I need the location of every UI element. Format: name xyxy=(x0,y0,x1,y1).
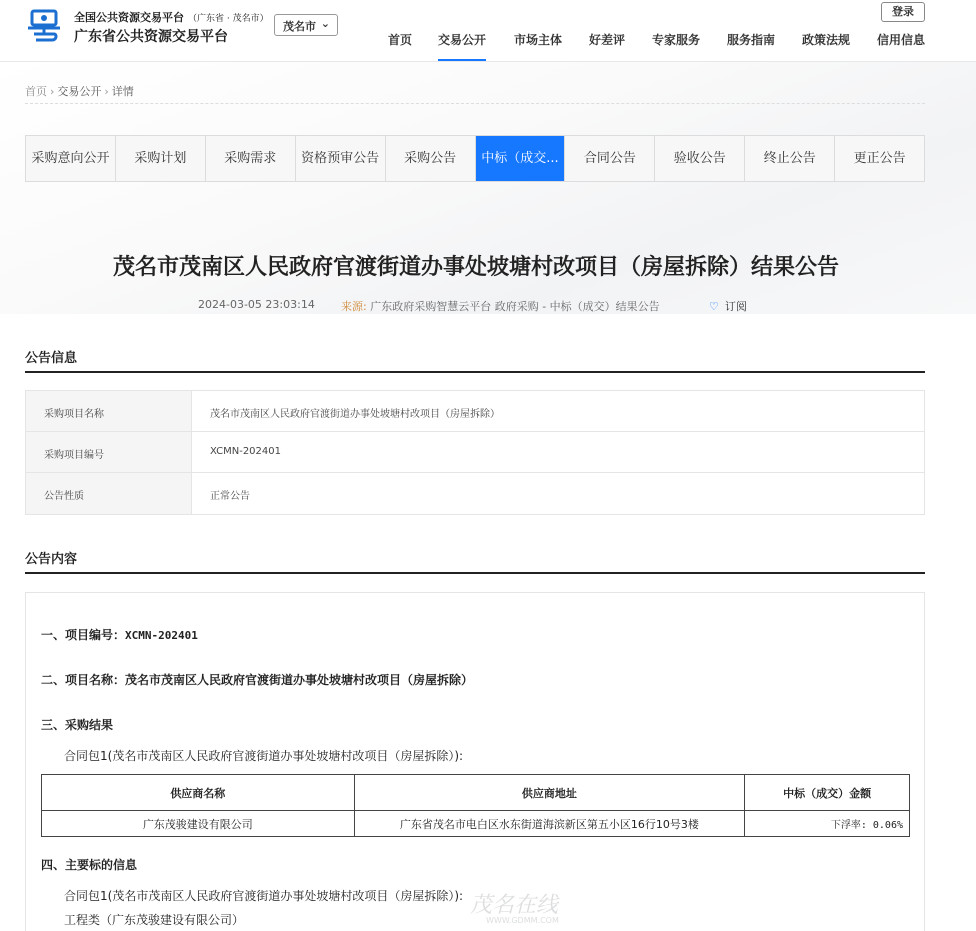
breadcrumb-separator: › xyxy=(104,85,109,98)
announcement-type-tabs xyxy=(25,135,925,182)
project-number-value: XCMN-202401 xyxy=(125,629,198,642)
procurement-result-heading: 三、采购结果 xyxy=(41,718,114,732)
table-row xyxy=(26,473,924,514)
article-source xyxy=(341,298,660,314)
table-header-row xyxy=(42,775,910,811)
tab-termination-notice[interactable]: 终止公告 xyxy=(745,136,835,181)
project-name-line: 二、项目名称：茂名市茂南区人民政府官渡街道办事处坡塘村改项目（房屋拆除） xyxy=(41,673,474,687)
supplier-name: 广东茂骏建设有限公司 xyxy=(42,811,355,837)
site-header xyxy=(0,0,976,62)
tab-procurement-demand[interactable]: 采购需求 xyxy=(206,136,296,181)
chevron-down-icon: ⌄ xyxy=(320,17,330,30)
contract-package-line-2: 合同包1(茂名市茂南区人民政府官渡街道办事处坡塘村改项目（房屋拆除）): xyxy=(64,889,464,903)
announcement-content xyxy=(25,592,925,931)
column-header: 供应商名称 xyxy=(42,775,355,811)
contract-package-line: 合同包1(茂名市茂南区人民政府官渡街道办事处坡塘村改项目（房屋拆除）): xyxy=(64,749,464,763)
logo-title-provincial: 广东省公共资源交易平台 xyxy=(74,29,228,45)
nav-credit-info[interactable]: 信用信息 xyxy=(877,33,926,47)
breadcrumb-trading[interactable]: 交易公开 xyxy=(57,85,102,98)
nav-market-entities[interactable]: 市场主体 xyxy=(514,33,563,47)
page-title: 茂名市茂南区人民政府官渡街道办事处坡塘村改项目（房屋拆除）结果公告 xyxy=(112,255,839,280)
nav-home[interactable]: 首页 xyxy=(388,33,413,47)
info-value: XCMN-202401 xyxy=(210,446,281,457)
info-label: 采购项目编号 xyxy=(26,432,192,472)
breadcrumb-divider xyxy=(25,103,925,104)
breadcrumb-current: 详情 xyxy=(111,85,134,98)
info-label: 采购项目名称 xyxy=(26,391,192,431)
nav-reviews[interactable]: 好差评 xyxy=(589,33,626,47)
source-value: 广东政府采购智慧云平台 政府采购 - 中标（成交）结果公告 xyxy=(370,300,660,313)
result-table xyxy=(41,774,910,837)
breadcrumb-home[interactable]: 首页 xyxy=(25,85,47,98)
project-number-label: 一、项目编号： xyxy=(41,628,126,642)
login-button[interactable]: 登录 xyxy=(881,2,925,22)
main-nav xyxy=(0,31,976,61)
award-amount: 下浮率: 0.06% xyxy=(745,811,910,837)
info-value: 正常公告 xyxy=(210,491,250,502)
publish-date: 2024-03-05 23:03:14 xyxy=(198,298,315,311)
breadcrumb xyxy=(25,83,134,99)
city-select-value: 茂名市 xyxy=(283,20,316,33)
supplier-address: 广东省茂名市电白区水东街道海滨新区第五小区16行10号3楼 xyxy=(354,811,745,837)
nav-trading[interactable]: 交易公开 xyxy=(438,31,486,61)
logo-title-national: 全国公共资源交易平台 （广东省 · 茂名市） xyxy=(74,11,269,24)
info-table xyxy=(25,390,925,515)
column-header: 中标（成交）金额 xyxy=(745,775,910,811)
watermark-text: 茂名在线 xyxy=(470,893,559,918)
tab-correction-notice[interactable]: 更正公告 xyxy=(853,151,906,166)
hero-area xyxy=(0,62,976,314)
table-row xyxy=(26,391,924,432)
watermark-url: WWW.GDMM.COM xyxy=(486,916,559,925)
tab-award-result[interactable]: 中标（成交... xyxy=(476,136,566,181)
site-watermark xyxy=(470,888,600,928)
column-header: 供应商地址 xyxy=(354,775,745,811)
table-row xyxy=(26,432,924,473)
project-number-line xyxy=(41,626,198,643)
category-line: 工程类（广东茂骏建设有限公司） xyxy=(64,913,245,927)
nav-expert-services[interactable]: 专家服务 xyxy=(652,33,701,47)
tab-contract-notice[interactable]: 合同公告 xyxy=(565,136,655,181)
tab-procurement-notice[interactable]: 采购公告 xyxy=(386,136,476,181)
heart-icon: ♡ xyxy=(709,300,719,313)
subscribe-label: 订阅 xyxy=(724,300,747,313)
nav-policies[interactable]: 政策法规 xyxy=(802,33,851,47)
source-label: 来源: xyxy=(341,300,367,313)
subscribe-button[interactable] xyxy=(709,298,747,314)
info-label: 公告性质 xyxy=(26,473,192,514)
info-value: 茂名市茂南区人民政府官渡街道办事处坡塘村改项目（房屋拆除） xyxy=(210,409,500,420)
section-heading-info: 公告信息 xyxy=(25,347,925,373)
table-row xyxy=(42,811,910,837)
section-heading-content: 公告内容 xyxy=(25,548,925,574)
tab-acceptance-notice[interactable]: 验收公告 xyxy=(655,136,745,181)
main-subject-heading: 四、主要标的信息 xyxy=(41,858,138,872)
nav-service-guide[interactable]: 服务指南 xyxy=(727,33,776,47)
tab-prequalification[interactable]: 资格预审公告 xyxy=(296,136,386,181)
tab-procurement-plan[interactable]: 采购计划 xyxy=(116,136,206,181)
breadcrumb-separator: › xyxy=(50,85,55,98)
tab-procurement-intent[interactable]: 采购意向公开 xyxy=(26,136,116,181)
